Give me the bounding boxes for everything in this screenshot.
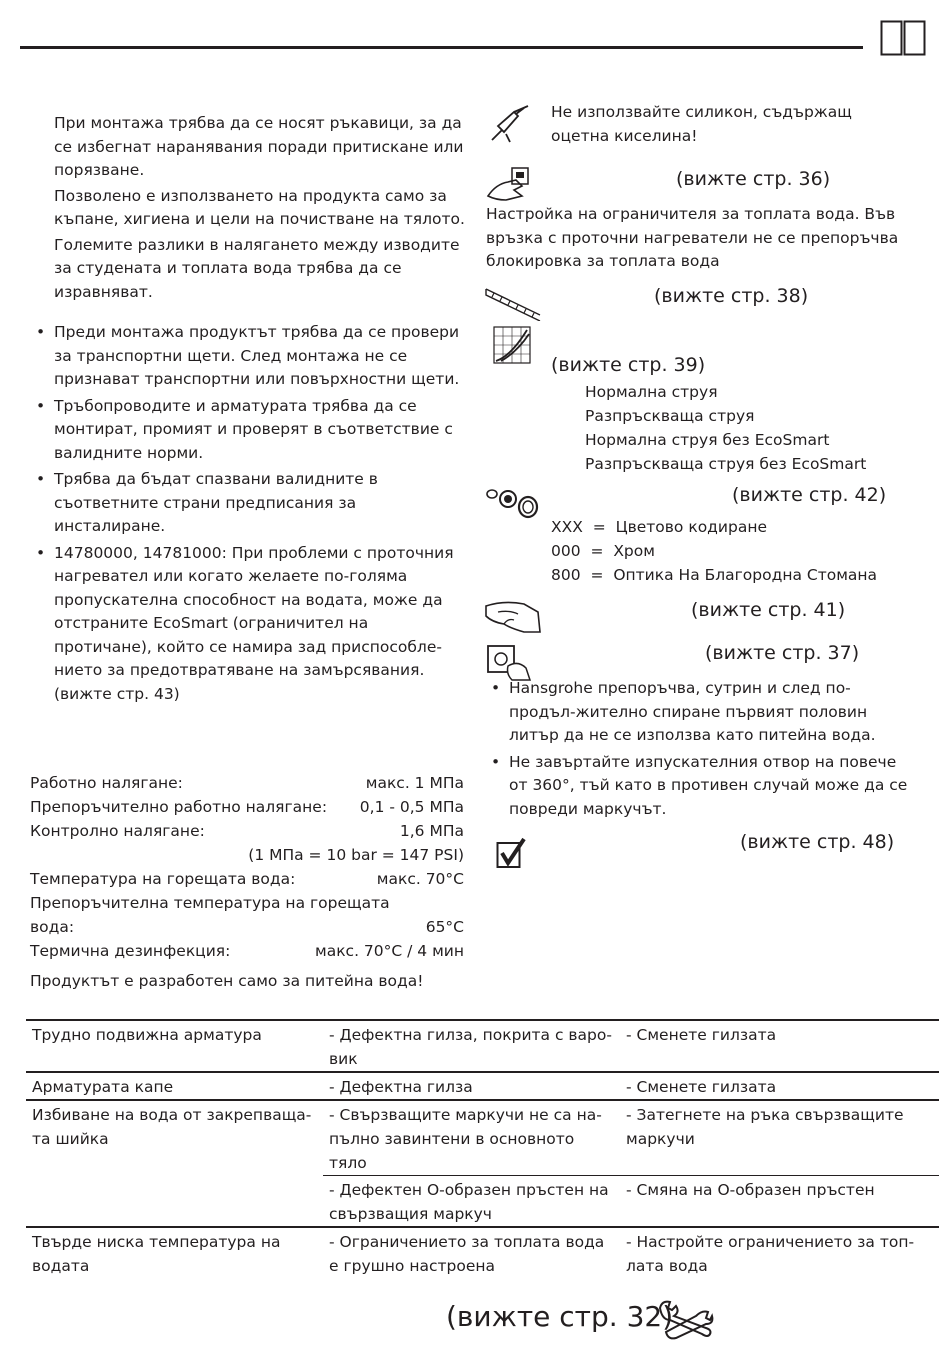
color-codes <box>551 515 877 587</box>
drinking-water-note <box>30 969 464 993</box>
intro-text: Позволено е използването на продукта само за къпане, хигиена и цели на почистване на тялото. <box>54 186 465 228</box>
wrench-icon <box>656 1298 714 1340</box>
spec-row <box>30 771 464 795</box>
cause-cell: - Свързващите маркучи не са на-пълно завинтени в основното тяло <box>329 1106 602 1172</box>
code-row <box>551 539 877 563</box>
intro-text: Големите разлики в налягането между изводите за студената и топлата вода трябва да се изравняват. <box>54 235 460 301</box>
page-ref: (вижте стр. 42) <box>732 484 887 506</box>
book-icon <box>880 20 926 56</box>
spec-label: Работно налягане: <box>30 774 183 792</box>
spec-label: Препоръчително работно налягане: <box>30 798 328 816</box>
spec-row <box>30 939 464 963</box>
table-row <box>26 1072 939 1100</box>
usage-bullets <box>485 677 915 821</box>
page-ref: (вижте стр. 41) <box>691 599 846 621</box>
spec-value: (1 МПа = 10 bar = 147 PSI) <box>248 846 464 864</box>
problem-cell: Арматурата капе <box>32 1078 174 1096</box>
checkmark-icon <box>496 837 526 869</box>
bullet-item: • Тръбопроводите и арматурата трябва да се монтират, промият и проверят в съответствие с валидните норми. <box>30 395 468 466</box>
page-ref: (вижте стр. 38) <box>654 285 809 307</box>
spray-parts-icon <box>484 485 542 521</box>
flow-graph-icon <box>493 326 531 364</box>
page-ref: (вижте стр. 37) <box>705 642 860 664</box>
page-ref: (вижте стр. 39) <box>551 354 706 376</box>
cause-cell: - Дефектна гилза, покрита с варо-вик <box>329 1026 612 1068</box>
silicone-gun-icon <box>488 104 532 144</box>
spec-row <box>30 843 464 867</box>
spec-value: макс. 70°C <box>376 870 464 888</box>
spec-label: вода: <box>30 918 75 936</box>
header-rule <box>20 46 863 49</box>
table-row <box>26 1227 939 1278</box>
remedy-cell: - Затегнете на ръка свързващите маркучи <box>626 1106 904 1148</box>
note-text: Продуктът е разработен само за питейна вода! <box>30 972 424 990</box>
code-eq: = <box>592 518 606 536</box>
code: 800 <box>551 566 581 584</box>
tech-specs <box>30 771 464 993</box>
valve-hand-icon <box>484 642 534 682</box>
code-eq: = <box>590 542 604 560</box>
spec-value: макс. 1 МПа <box>365 774 464 792</box>
table-row <box>26 1100 939 1176</box>
safety-bullets <box>30 321 468 706</box>
problem-cell: Твърде ниска температура на водата <box>32 1233 281 1275</box>
spec-label: Термична дезинфекция: <box>30 942 231 960</box>
bullet-item: • Hansgrohe препоръчва, сутрин и след по-продъл-жително спиране първият половин литър да не се използва като питейна вода. <box>485 677 915 748</box>
spec-row <box>30 867 464 891</box>
code: 000 <box>551 542 581 560</box>
spec-row <box>30 915 464 939</box>
cause-cell: - Дефектна гилза <box>329 1078 473 1096</box>
remedy-cell: - Настройте ограничението за топ-лата вода <box>626 1233 915 1275</box>
spec-value: 0,1 - 0,5 МПа <box>359 798 464 816</box>
footer-page-ref: (вижте стр. 32) <box>446 1300 674 1333</box>
code-label: Оптика На Благородна Стомана <box>613 566 878 584</box>
limiter-text: Настройка на ограничителя за топлата вода. Във връзка с проточни нагреватели не се препоръчва блокировка за топлата вода <box>486 205 899 270</box>
page-ref: (вижте стр. 36) <box>676 168 831 190</box>
code: XXX <box>551 518 583 536</box>
bullet-item: • Преди монтажа продуктът трябва да се провери за транспортни щети. След монтажа не се признават транспортни или повърхностни щети. <box>30 321 468 392</box>
table-row <box>26 1020 939 1072</box>
cleaning-hand-icon <box>484 598 542 636</box>
code-eq: = <box>590 566 604 584</box>
remedy-cell: - Сменете гилзата <box>626 1078 777 1096</box>
ruler-icon <box>484 285 542 321</box>
spec-value: 1,6 МПа <box>399 822 464 840</box>
cause-cell: - Ограничението за топлата вода е грушно настроена <box>329 1233 605 1275</box>
code-row <box>551 563 877 587</box>
spec-label: Контролно налягане: <box>30 822 205 840</box>
bullet-item: • Трябва да бъдат спазвани валидните в съответните страни предписания за инсталиране. <box>30 468 468 539</box>
spec-row <box>30 795 464 819</box>
problem-cell: Трудно подвижна арматура <box>32 1026 262 1044</box>
spec-label: Препоръчителна температура на горещата <box>30 894 390 912</box>
adjust-temperature-icon <box>486 166 532 204</box>
intro-block <box>54 112 466 304</box>
troubleshooting-table <box>26 1019 939 1278</box>
silicone-warning: Не използвайте силикон, съдържащ оцетна киселина! <box>551 103 852 145</box>
cause-cell: - Дефектен О-образен пръстен на свързващия маркуч <box>323 1176 620 1228</box>
spray-item: Разпръскваща струя без EcoSmart <box>585 455 867 473</box>
code-label: Цветово кодиране <box>615 518 767 536</box>
intro-text: При монтажа трябва да се носят ръкавици, за да се избегнат наранявания поради притискане или порязване. <box>54 114 464 179</box>
code-row <box>551 515 877 539</box>
spec-value: макс. 70°C / 4 мин <box>315 942 464 960</box>
spec-value: 65°C <box>425 918 464 936</box>
problem-cell: Избиване на вода от закрепваща-та шийка <box>32 1106 312 1148</box>
spec-row <box>30 891 464 915</box>
remedy-cell: - Смяна на О-образен пръстен <box>620 1176 939 1228</box>
spray-item: Разпръскваща струя <box>585 407 755 425</box>
bullet-item: • Не завъртайте изпускателния отвор на повече от 360°, тъй като в противен случай може да се повреди маркучът. <box>485 751 915 822</box>
remedy-cell: - Сменете гилзата <box>626 1026 777 1044</box>
bullet-item: • 14780000, 14781000: При проблеми с проточния нагревател или когато желаете по-голяма пропускателна способност на водата, може да отстраните EcoSmart (ограничител на протичане), който се намира зад приспособле-нието за предотвратяване на замърсявания. (вижте стр. 43) <box>30 542 468 707</box>
spec-row <box>30 819 464 843</box>
spray-item: Нормална струя без EcoSmart <box>585 431 830 449</box>
page-ref: (вижте стр. 48) <box>740 831 895 853</box>
spray-list <box>585 380 866 476</box>
spec-label: Температура на горещата вода: <box>30 870 296 888</box>
code-label: Хром <box>613 542 655 560</box>
spray-item: Нормална струя <box>585 383 718 401</box>
